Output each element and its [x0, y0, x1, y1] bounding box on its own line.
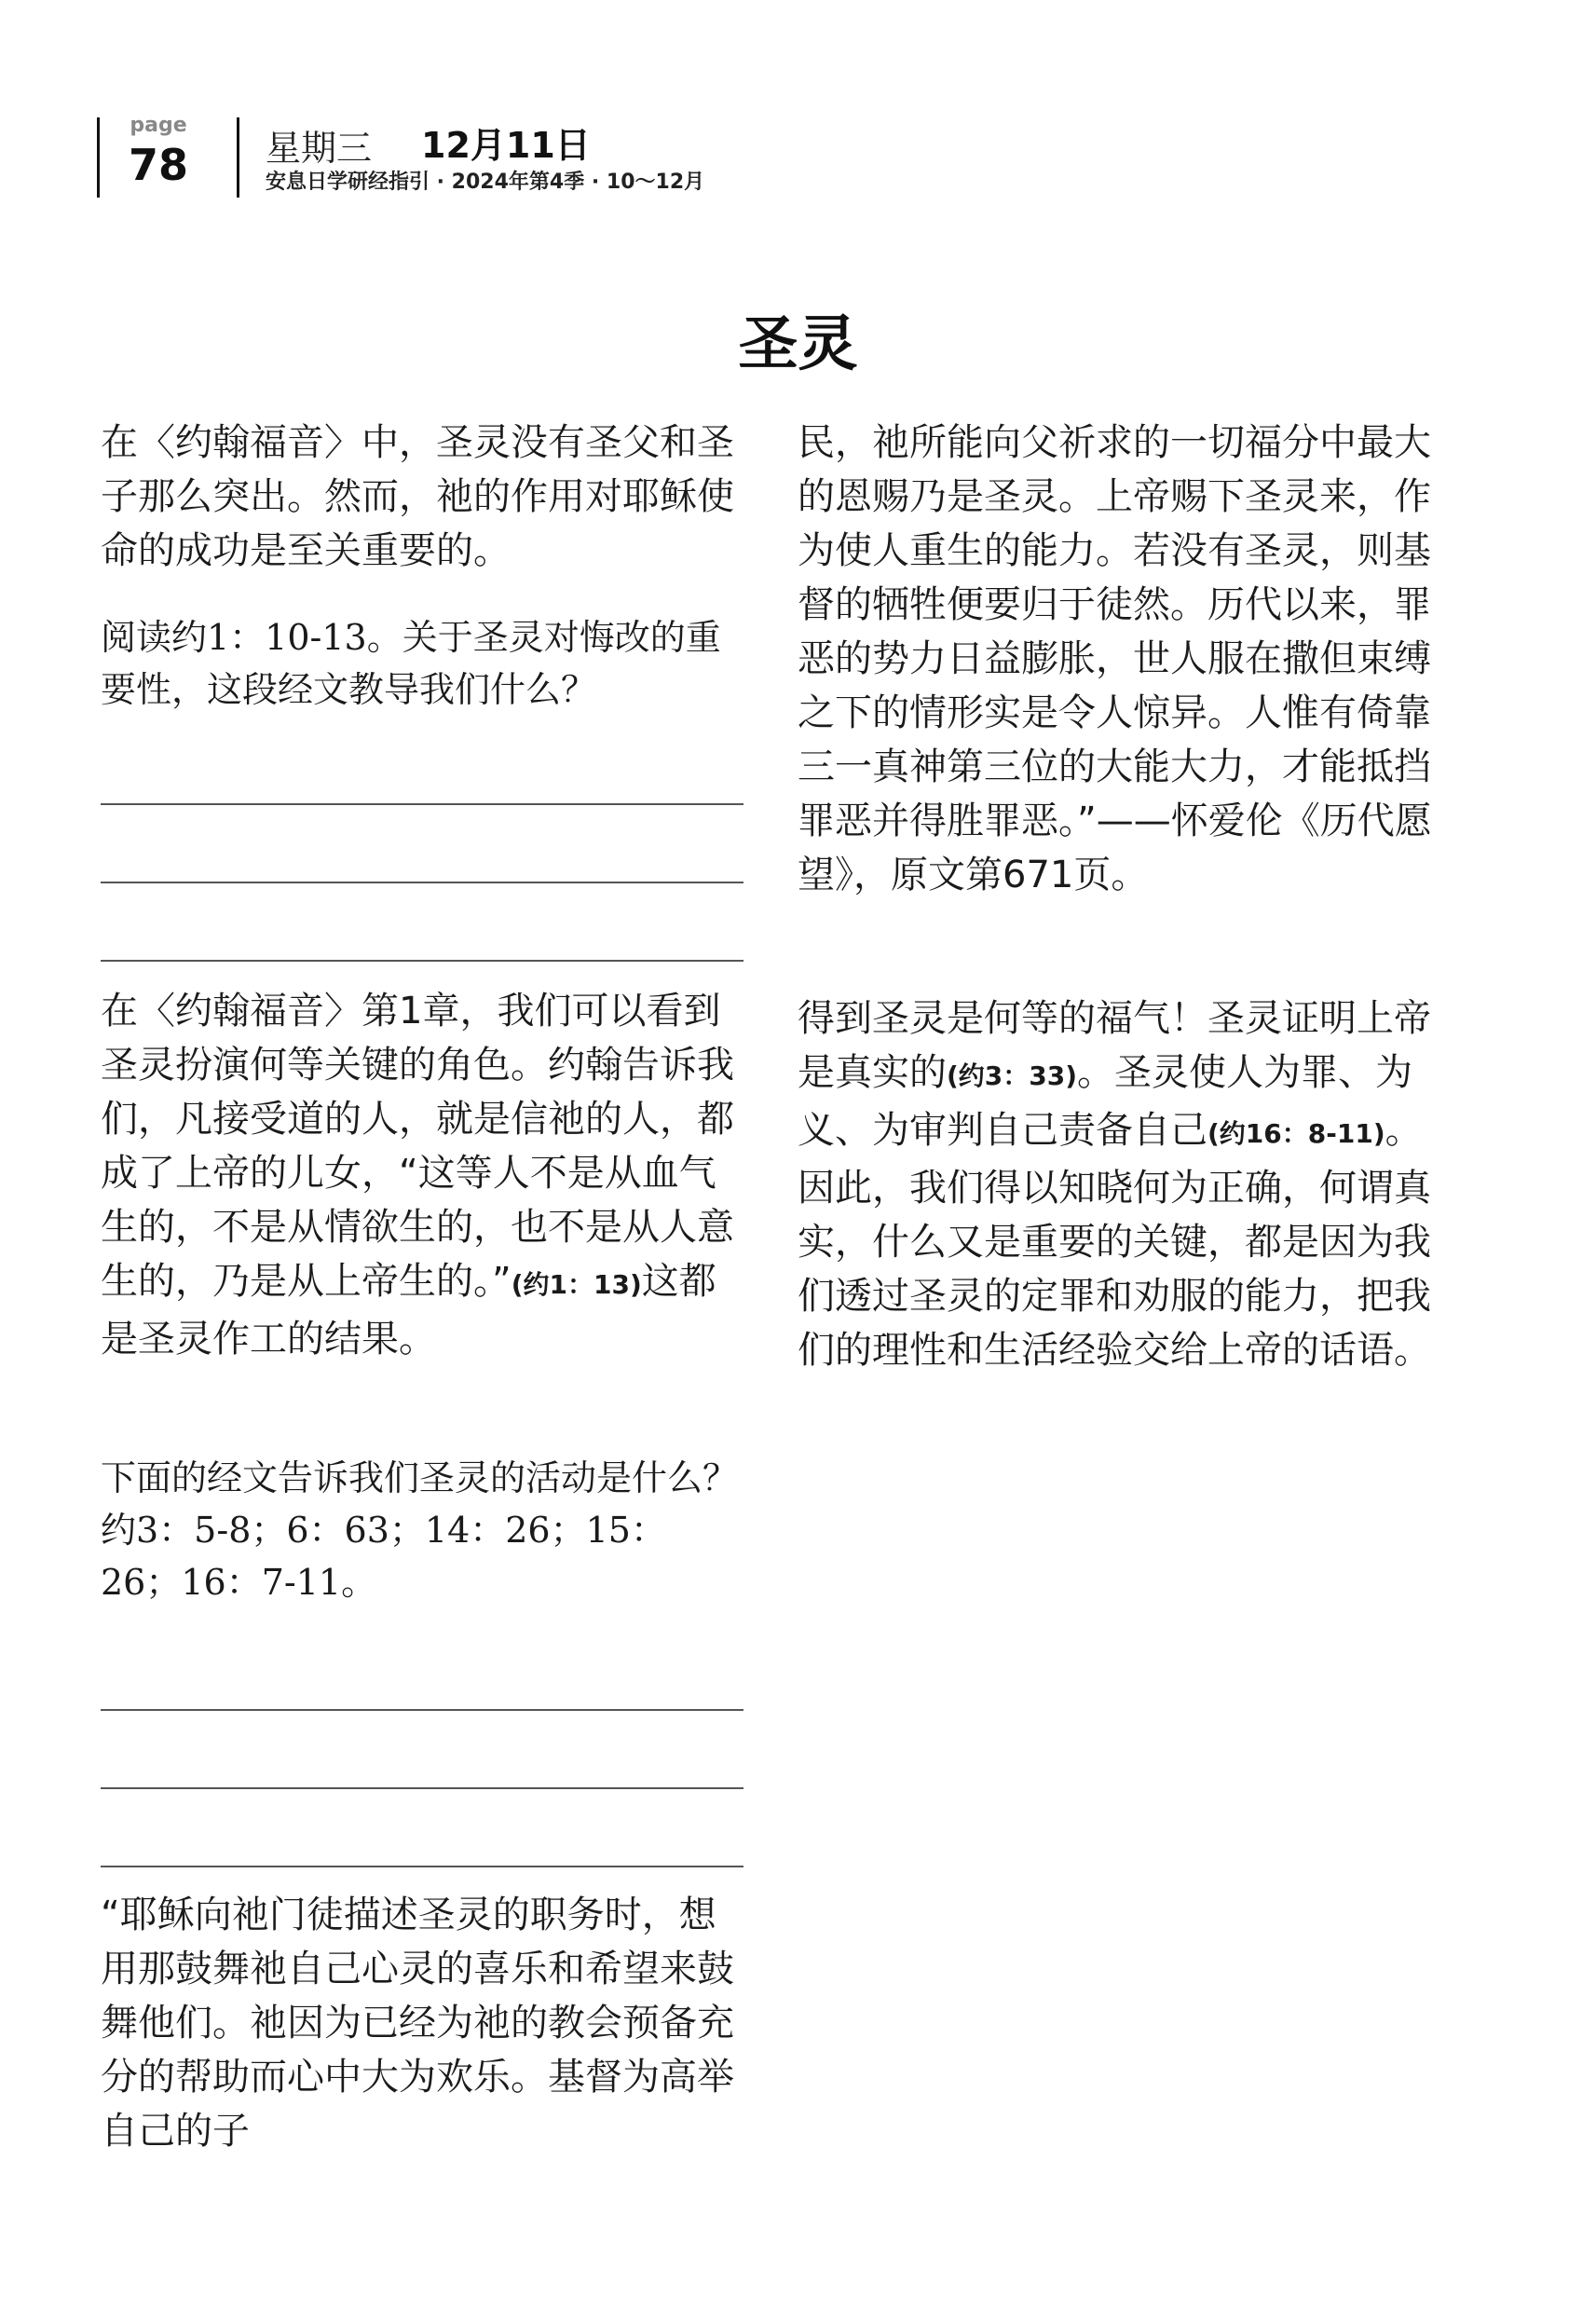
- answer-line[interactable]: [101, 882, 743, 883]
- page-title: 圣灵: [738, 309, 858, 379]
- publication-subtitle: 安息日学研经指引 · 2024年第4季 · 10～12月: [266, 171, 705, 194]
- header-divider: [237, 117, 239, 198]
- body-paragraph-2: [101, 984, 743, 1366]
- paragraph-text: 在〈约翰福音〉第1章，我们可以看到圣灵扮演何等关键的角色。约翰告诉我们，凡接受道的人，就是信祂的人，都成了上帝的儿女，“这等人不是从血气生的，不是从情欲生的，也不是从人意生的，乃是从上帝生的。”: [101, 990, 734, 1303]
- header-left-rule: [97, 117, 100, 198]
- paragraph-text: 。圣灵使人为罪、为义、为审判自己责备自己: [798, 1051, 1413, 1152]
- study-question-2: 下面的经文告诉我们圣灵的活动是什么？约3：5-8；6：63；14：26；15：26；16：7-11。: [101, 1457, 739, 1603]
- quote-paragraph-end: 民，祂所能向父祈求的一切福分中最大的恩赐乃是圣灵。上帝赐下圣灵来，作为使人重生的能力。若没有圣灵，则基督的牺牲便要归于徒然。历代以来，罪恶的势力日益膨胀，世人服在撒但束缚之下的情形实是令人惊异。人惟有倚靠三一真神第三位的大能大力，才能抵挡罪恶并得胜罪恶。”——怀爱伦《历代愿望》，原文第671页。: [798, 421, 1432, 896]
- quote-paragraph-start: “耶稣向祂门徒描述圣灵的职务时，想用那鼓舞祂自己心灵的喜乐和希望来鼓舞他们。祂因为已经为祂的教会预备充分的帮助而心中大为欢乐。基督为高举自己的子: [101, 1894, 734, 2153]
- weekday: 星期三: [266, 128, 373, 169]
- answer-line[interactable]: [101, 960, 743, 962]
- scripture-reference: (约16：8-11): [1207, 1118, 1385, 1149]
- page-label: page: [130, 114, 187, 137]
- paragraph-text: 。因此，我们得以知晓何为正确，何谓真实，什么又是重要的关键，都是因为我们透过圣灵的定罪和劝服的能力，把我们的理性和生活经验交给上帝的话语。: [798, 1109, 1431, 1372]
- study-question-1: 阅读约1：10-13。关于圣灵对悔改的重要性，这段经文教导我们什么？: [101, 617, 721, 710]
- answer-line[interactable]: [101, 1787, 743, 1789]
- scripture-reference: (约3：33): [947, 1060, 1078, 1091]
- page-number: 78: [128, 140, 188, 190]
- answer-line[interactable]: [101, 1866, 743, 1867]
- paragraph-text: 得到圣灵是何等的福气！圣灵证明上帝是真实的: [798, 997, 1431, 1094]
- scripture-reference: (约1：13): [511, 1269, 642, 1300]
- lesson-date: 12月11日: [421, 125, 591, 166]
- intro-paragraph: 在〈约翰福音〉中，圣灵没有圣父和圣子那么突出。然而，祂的作用对耶稣使命的成功是至关重要的。: [101, 421, 734, 572]
- answer-line[interactable]: [101, 1709, 743, 1711]
- answer-line[interactable]: [101, 803, 743, 805]
- paragraph-text: 这都是圣灵作工的结果。: [101, 1260, 716, 1361]
- body-paragraph-3: [798, 991, 1440, 1377]
